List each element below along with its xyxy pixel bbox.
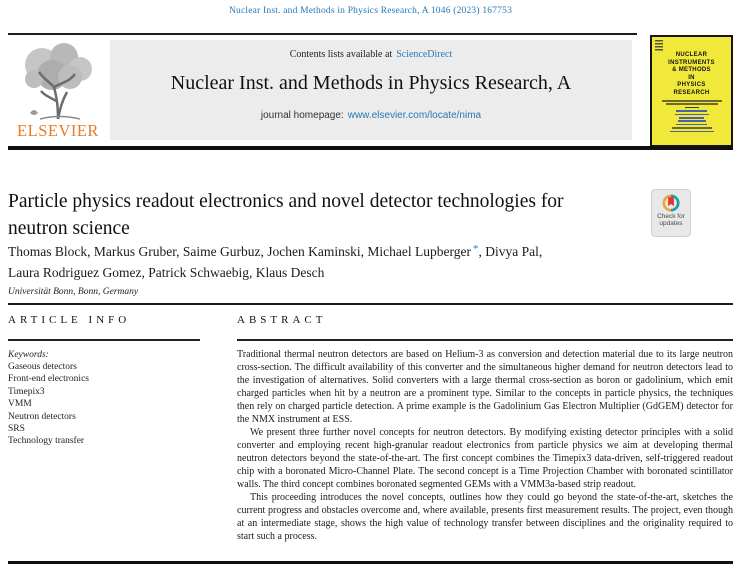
cover-title-line: IN <box>688 74 695 81</box>
cover-text-line <box>675 114 709 116</box>
journal-cover-thumbnail[interactable] <box>650 35 733 147</box>
cover-text-line <box>666 103 718 105</box>
check-for-updates-label <box>652 213 690 227</box>
cover-text-line <box>676 110 707 112</box>
article-info-column <box>8 314 200 448</box>
homepage-prefix: journal homepage: <box>260 110 344 121</box>
keyword-item: SRS <box>8 423 25 434</box>
elsevier-logo[interactable] <box>8 40 108 143</box>
keyword-item: VMM <box>8 399 32 410</box>
abstract-paragraph: Traditional thermal neutron detectors are based on Helium-3 as conversion and detection material due to its large neutron cross-section. The difficult availability of this converter and the simultaneous higher demand for neutron detectors lead to the investigation of alternatives. Solid converters with a large thermal cross-section as boron or gadolinium, which emit charged particles when hit by a neutron are a prominent type. Similar to the concepts in particle physics, the techniques then rely on charged particle detection. A prime example is the Gadolinium Gas Electron Multiplier (GdGEM) detector for the NMX instrument at ESS. <box>237 348 733 425</box>
cover-text-line <box>670 131 714 133</box>
crossmark-icon <box>662 194 680 212</box>
homepage-line <box>110 110 632 121</box>
check-label-line1: Check for <box>657 213 685 220</box>
cover-text-line <box>662 100 722 102</box>
abstract-heading-rule <box>237 339 733 341</box>
keyword-item: Timepix3 <box>8 386 45 397</box>
cover-text-line <box>685 107 699 109</box>
keyword-item: Gaseous detectors <box>8 361 77 372</box>
article-info-heading: ARTICLE INFO <box>8 314 131 326</box>
abstract-paragraph: We present three further novel concepts for neutron detectors. By modifying existing detector principles with a solid converter and employing recent high-granular readout electronics from particle physics we aim at developing thermal neutron detectors beyond the state-of-the-art. The first concept combines the Timepix3 data-driven, self-triggered readout chip with a boronated Micro-Channel Plate. The second concept is a Time Projection Chamber with boronated scintillator walls. The third concept combines boronated segmented GEMs with a VMM3a-based strip readout. <box>237 426 733 490</box>
keyword-item: Technology transfer <box>8 436 85 447</box>
author-list-line1 <box>8 239 663 262</box>
cover-title-line: PHYSICS <box>677 82 706 88</box>
article-info-heading-rule <box>8 339 200 341</box>
authors-before-mark: Thomas Block, Markus Gruber, Saime Gurbuz, Jochen Kaminski, Michael Lupberger <box>8 244 471 259</box>
keyword-item: Neutron detectors <box>8 411 76 422</box>
article-title-line2: neutron science <box>8 218 130 239</box>
running-head-citation[interactable]: Nuclear Inst. and Methods in Physics Research, A 1046 (2023) 167753 <box>228 6 513 16</box>
abstract-column <box>237 314 733 543</box>
authors-after-mark: , Divya Pal, <box>478 244 543 259</box>
affiliation: Universität Bonn, Bonn, Germany <box>8 287 139 297</box>
homepage-link[interactable]: www.elsevier.com/locate/nima <box>347 110 482 121</box>
keywords-block <box>8 349 200 448</box>
section-divider-rule <box>8 303 733 305</box>
cover-title-line: INSTRUMENTS <box>668 59 715 66</box>
keyword-item: Front-end electronics <box>8 374 89 385</box>
cover-text-line <box>679 117 704 119</box>
abstract-heading: ABSTRACT <box>237 314 327 326</box>
contents-prefix: Contents lists available at <box>289 49 393 60</box>
journal-banner <box>110 40 632 140</box>
journal-title: Nuclear Inst. and Methods in Physics Research, A <box>170 72 572 94</box>
article-title <box>8 188 653 242</box>
abstract-paragraph: This proceeding introduces the novel concepts, outlines how they could go beyond the state-of-the-art, sketches the current progress and obstacles overcome and, where available, presents first measurement results. The project, even though at an intermediate stage, shows the high value of technology transfer between disciplines and the originality required to start such a process. <box>237 491 733 542</box>
cover-text-line <box>676 124 707 126</box>
cover-fine-print <box>652 100 731 132</box>
cover-title-line: RESEARCH <box>673 89 710 96</box>
sciencedirect-link[interactable]: ScienceDirect <box>396 49 453 60</box>
author-list <box>8 239 663 283</box>
cover-text-line <box>672 127 712 129</box>
cover-title-line: NUCLEAR <box>675 52 708 58</box>
cover-text-line <box>678 120 706 122</box>
page-bottom-rule <box>8 561 733 564</box>
author-list-line2: Laura Rodriguez Gomez, Patrick Schwaebig, Klaus Desch <box>8 265 325 280</box>
article-title-line1: Particle physics readout electronics and novel detector technologies for <box>8 191 564 212</box>
cover-title-line: & METHODS <box>672 67 711 73</box>
abstract-body <box>237 348 733 543</box>
cover-title <box>652 52 731 97</box>
cover-publisher-mark <box>655 40 663 51</box>
header-bottom-rule <box>8 146 733 150</box>
elsevier-wordmark: ELSEVIER <box>17 121 99 140</box>
contents-line <box>110 40 632 60</box>
keywords-label: Keywords: <box>8 349 49 360</box>
header-top-rule <box>8 33 637 35</box>
check-for-updates-badge[interactable] <box>651 189 691 237</box>
elsevier-tree-icon <box>12 41 104 121</box>
check-label-line2: updates <box>659 220 683 227</box>
corresponding-author-mark[interactable]: * <box>472 243 479 255</box>
